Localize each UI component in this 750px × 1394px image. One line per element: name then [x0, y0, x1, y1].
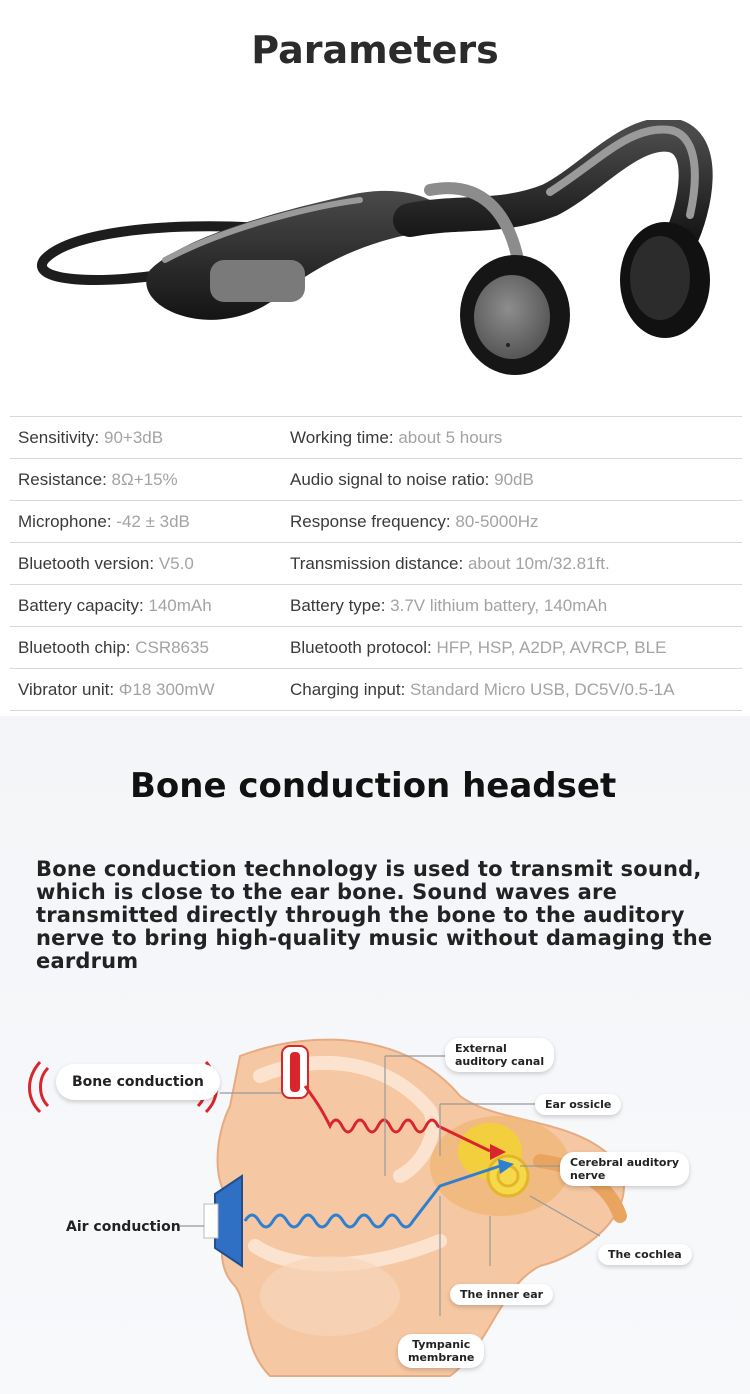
spec-key: Battery type:: [290, 596, 391, 615]
tympanic-line-1: Tympanic: [412, 1338, 471, 1351]
tympanic-membrane-label: [398, 1334, 484, 1368]
spec-key: Vibrator unit:: [18, 680, 119, 699]
spec-cell: [18, 417, 163, 459]
spec-key: Bluetooth protocol:: [290, 638, 437, 657]
spec-table: [10, 416, 742, 711]
spec-key: Charging input:: [290, 680, 411, 699]
spec-row: [10, 585, 742, 627]
spec-key: Microphone:: [18, 512, 117, 531]
spec-key: Audio signal to noise ratio:: [290, 470, 495, 489]
cerebral-line-2: nerve: [570, 1169, 606, 1182]
spec-cell: [18, 459, 178, 501]
section-heading: Bone conduction headset: [130, 766, 617, 806]
spec-value: about 5 hours: [398, 428, 503, 447]
spec-value: about 10m/32.81ft.: [467, 554, 610, 573]
spec-row: [10, 543, 742, 585]
spec-cell: [18, 501, 190, 543]
spec-key: Bluetooth chip:: [18, 638, 136, 657]
spec-key: Resistance:: [18, 470, 112, 489]
spec-row: [10, 417, 742, 459]
spec-value: CSR8635: [135, 638, 209, 657]
spec-value: 90+3dB: [103, 428, 164, 447]
spec-value: V5.0: [158, 554, 194, 573]
spec-value: HFP, HSP, A2DP, AVRCP, BLE: [436, 638, 667, 657]
cochlea-label: The cochlea: [598, 1244, 692, 1265]
spec-value: Standard Micro USB, DC5V/0.5-1A: [410, 680, 675, 699]
air-conduction-label: Air conduction: [66, 1219, 181, 1235]
spec-key: Battery capacity:: [18, 596, 149, 615]
spec-value: 3.7V lithium battery, 140mAh: [390, 596, 608, 615]
cerebral-line-1: Cerebral auditory: [570, 1156, 680, 1169]
spec-value: 140mAh: [148, 596, 212, 615]
spec-key: Transmission distance:: [290, 554, 468, 573]
spec-cell: [18, 543, 194, 585]
page-title: Parameters: [251, 28, 499, 72]
bone-conduction-label: Bone conduction: [56, 1064, 220, 1100]
spec-key: Bluetooth version:: [18, 554, 159, 573]
spec-cell: [290, 459, 534, 501]
spec-value: 8Ω+15%: [111, 470, 178, 489]
spec-cell: [290, 585, 607, 627]
section-description: Bone conduction technology is used to transmit sound, which is close to the ear bone. Sound waves are transmitted directly through the bone to the auditory nerve to bring high-quality music without damaging the eardrum: [36, 857, 713, 973]
bone-conduction-section: [0, 716, 750, 1394]
external-canal-line-1: External: [455, 1042, 507, 1055]
spec-cell: [290, 501, 539, 543]
spec-row: [10, 669, 742, 711]
external-canal-line-2: auditory canal: [455, 1055, 545, 1068]
ear-ossicle-label: Ear ossicle: [535, 1094, 621, 1115]
spec-cell: [18, 627, 209, 669]
spec-cell: [290, 669, 675, 711]
spec-cell: [18, 585, 212, 627]
spec-cell: [290, 417, 502, 459]
tympanic-line-2: membrane: [408, 1351, 475, 1364]
spec-cell: [290, 543, 610, 585]
headset-image: [30, 120, 730, 390]
spec-value: -42 ± 3dB: [116, 512, 190, 531]
spec-row: [10, 501, 742, 543]
ear-diagram: [20, 1016, 730, 1386]
spec-row: [10, 459, 742, 501]
spec-row: [10, 627, 742, 669]
spec-key: Response frequency:: [290, 512, 456, 531]
external-auditory-canal-label: [445, 1038, 554, 1072]
spec-key: Sensitivity:: [18, 428, 104, 447]
inner-ear-label: The inner ear: [450, 1284, 553, 1305]
cerebral-auditory-nerve-label: [560, 1152, 689, 1186]
spec-value: Φ18 300mW: [118, 680, 215, 699]
spec-key: Working time:: [290, 428, 399, 447]
spec-value: 90dB: [494, 470, 534, 489]
spec-cell: [18, 669, 215, 711]
spec-value: 80-5000Hz: [455, 512, 539, 531]
spec-cell: [290, 627, 666, 669]
